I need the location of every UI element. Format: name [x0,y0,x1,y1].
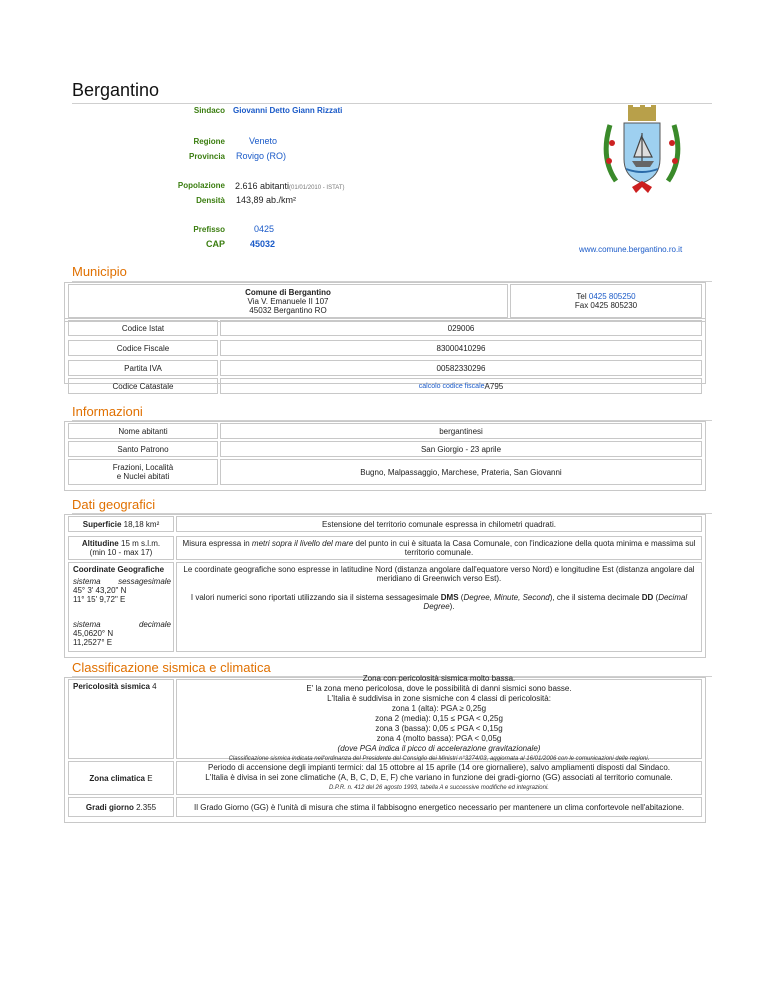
codice-catastale-label: Codice Catastale [68,378,218,394]
partita-iva-label: Partita IVA [68,360,218,376]
codice-fiscale-label: Codice Fiscale [68,340,218,356]
provincia-value[interactable]: Rovigo (RO) [236,151,287,161]
section-geografici-heading: Dati geografici [72,497,156,512]
nome-abitanti-value: bergantinesi [220,423,702,439]
provincia-label: Provincia [188,152,225,161]
municipio-city: 45032 Bergantino RO [249,305,327,315]
section-informazioni-heading: Informazioni [72,404,143,419]
zona-climatica-label: Zona climatica E [68,761,174,795]
partita-iva-value: 00582330296 [220,360,702,376]
codice-istat-label: Codice Istat [68,320,218,336]
gradi-giorno-label: Gradi giorno 2.355 [68,797,174,817]
prefisso-label: Prefisso [193,225,225,234]
santo-patrono-label: Santo Patrono [68,441,218,457]
superficie-label: Superficie 18,18 km² [68,516,174,532]
municipio-address [68,284,508,318]
densita-label: Densità [196,196,225,205]
municipio-contacts [510,284,702,318]
coordinate-desc: Le coordinate geografiche sono espresse in latitudine Nord (distanza angolare dall'equatore verso Nord) e longitudine Est (distanza angolare dal meridiano di Greenwich verso Est). I valori numerici sono riportati utilizzando sia il sistema sessagesimale DMS (Degree, Minute, Second), che il sistema decimale DD (Decimal Degree). [176,562,702,652]
codice-fiscale-value: 83000410296 [220,340,702,356]
page-title: Bergantino [72,80,160,100]
section-municipio-heading: Municipio [72,264,127,279]
fax-line: Fax 0425 805230 [574,301,638,310]
prefisso-value[interactable]: 0425 [254,224,275,234]
pericolosita-label: Pericolosità sismica 4 [68,679,174,759]
frazioni-label: Frazioni, Località e Nuclei abitati [68,459,218,485]
superficie-desc: Estensione del territorio comunale espressa in chilometri quadrati. [176,516,702,532]
densita-value: 143,89 ab./km² [236,195,297,205]
codice-istat-value: 029006 [220,320,702,336]
regione-label: Regione [193,137,225,146]
altitudine-desc: Misura espressa in metri sopra il livello del mare del punto in cui è situata la Casa Comunale, con l'indicazione della quota minima e massima sul territorio comunale. [176,536,702,560]
popolazione-value: 2.616 abitanti(01/01/2010 - ISTAT) [235,181,345,191]
municipio-street: Via V. Emanuele II 107 [247,296,329,306]
cap-label: CAP [205,239,225,249]
nome-abitanti-label: Nome abitanti [68,423,218,439]
calcolo-codice-fiscale-link[interactable]: calcolo codice fiscale [418,382,485,390]
zona-climatica-desc: Periodo di accensione degli impianti termici: dal 15 ottobre al 15 aprile (14 ore giornaliere), salvo ampliamenti disposti dal Sindaco. L'Italia è divisa in sei zone climatiche (A, B, C, D, E, F) che variano in funzione dei gradi-giorno (GG) associati al territorio comunale. D.P.R. n. 412 del 26 agosto 1993, tabella A e successive modifiche ed integrazioni. [176,761,702,795]
coat-of-arms-image [596,103,688,203]
tel-line: Tel 0425 805250 [576,292,636,301]
frazioni-value: Bugno, Malpassaggio, Marchese, Prateria, San Giovanni [220,459,702,485]
sindaco-value[interactable]: Giovanni Detto Giann Rizzati [233,106,343,115]
santo-patrono-value: San Giorgio - 23 aprile [220,441,702,457]
regione-value[interactable]: Veneto [249,136,278,146]
municipio-name: Comune di Bergantino [245,287,331,297]
codice-catastale-value: calcolo codice fiscale A795 [220,378,702,394]
section-sismica-heading: Classificazione sismica e climatica [72,660,271,675]
popolazione-label: Popolazione [177,181,225,190]
gradi-giorno-desc: Il Grado Giorno (GG) è l'unità di misura che stima il fabbisogno energetico necessario per mantenere un clima confortevole nell'abitazione. [176,797,702,817]
website-link[interactable]: www.comune.bergantino.ro.it [579,245,683,254]
coordinate-label: Coordinate Geografiche sistema sessagesimale 45° 3' 43,20" N 11° 15' 9,72" E sistema decimale 45,0620° N 11,2527° E [68,562,174,652]
sindaco-label: Sindaco [193,106,225,115]
cap-value[interactable]: 45032 [250,239,276,249]
pericolosita-desc: Zona con pericolosità sismica molto bassa. E' la zona meno pericolosa, dove le possibilità di danni sismici sono basse. L'Italia è suddivisa in zone sismiche con 4 classi di pericolosità: zona 1 (alta): PGA ≥ 0,25g zona 2 (media): 0,15 ≤ PGA < 0,25g zona 3 (bassa): 0,05 ≤ PGA < 0,15g zona 4 (molto bassa): PGA < 0,05g (dove PGA indica il picco di accelerazione gravitazionale) Classificazione sismica indicata nell'ordinanza del Presidente del Consiglio dei Ministri n°3274/03, aggiornata al 16/01/2006 con le comunicazioni delle regioni. [176,679,702,759]
altitudine-label: Altitudine 15 m s.l.m. (min 10 - max 17) [68,536,174,560]
tel-link[interactable]: 0425 805250 [588,292,636,301]
